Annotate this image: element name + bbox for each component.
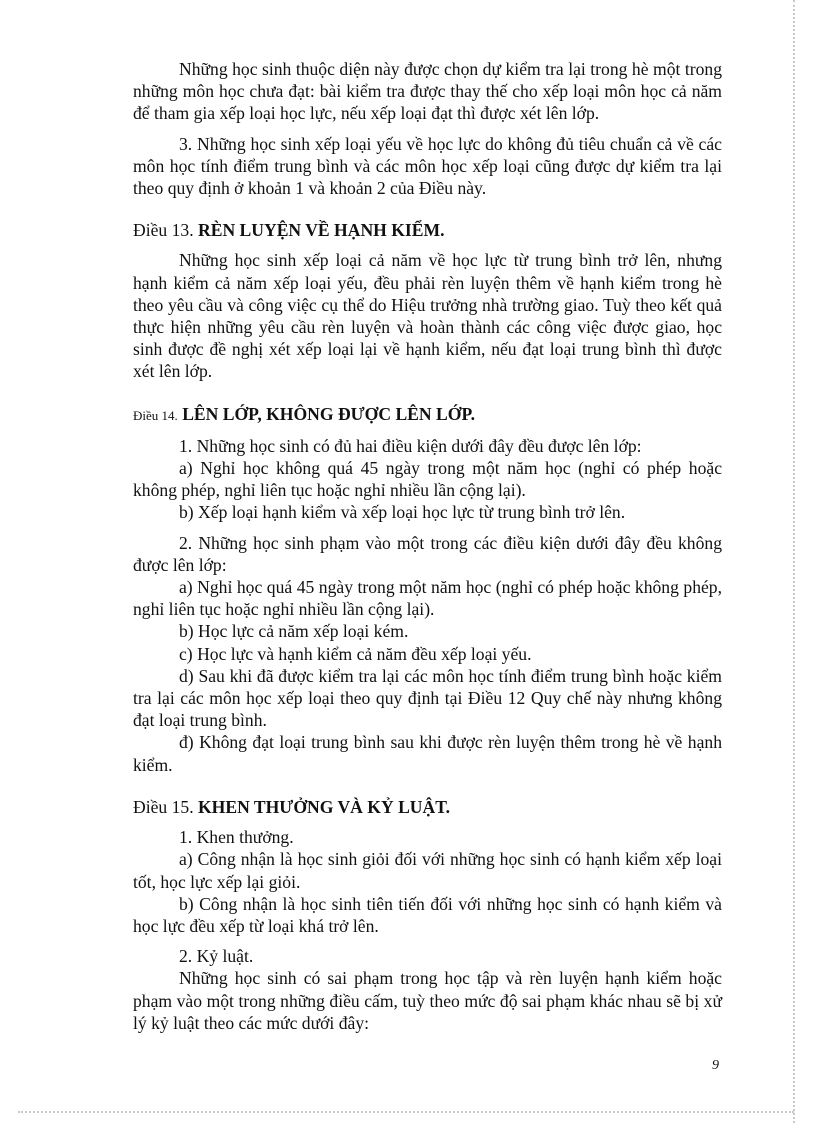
paragraph: b) Công nhận là học sinh tiên tiến đối với những học sinh có hạnh kiểm và học lực đều xếp từ loại khá trở lên. bbox=[133, 893, 722, 936]
paragraph: 2. Kỷ luật. bbox=[179, 946, 254, 967]
paragraph: a) Nghỉ học quá 45 ngày trong một năm học (nghỉ có phép hoặc không phép, nghỉ liên tục hoặc nghỉ nhiều lần cộng lại). bbox=[133, 577, 722, 620]
paragraph: 3. Những học sinh xếp loại yếu về học lực do không đủ tiêu chuẩn cả về các môn học tính điểm trung bình và các môn học xếp loại cũng được dự kiểm tra lại theo quy định ở khoản 1 và khoản 2 của Điều này. bbox=[133, 133, 722, 199]
paragraph: a) Nghỉ học không quá 45 ngày trong một năm học (nghỉ có phép hoặc không phép, nghỉ liên tục hoặc nghỉ nhiều lần cộng lại). bbox=[133, 458, 722, 501]
article-15-title: KHEN THƯỞNG VÀ KỶ LUẬT. bbox=[198, 796, 451, 817]
paragraph: d) Sau khi đã được kiểm tra lại các môn học tính điểm trung bình hoặc kiểm tra lại các môn học xếp loại theo quy định tại Điều 12 Quy chế này nhưng không đạt loại trung bình. bbox=[133, 665, 722, 731]
paragraph: 1. Những học sinh có đủ hai điều kiện dưới đây đều được lên lớp: bbox=[179, 435, 642, 456]
page-number: 9 bbox=[712, 1058, 719, 1073]
page-border-bottom bbox=[18, 1111, 794, 1113]
paragraph: Những học sinh thuộc diện này được chọn dự kiểm tra lại trong hè một trong những môn học chưa đạt: bài kiểm tra được thay thế cho xếp loại môn học cả năm để tham gia xếp loại học lực, nếu xếp loại đạt thì được xét lên lớp. bbox=[133, 59, 722, 124]
page-content bbox=[133, 58, 722, 1034]
paragraph: Những học sinh xếp loại cả năm về học lực từ trung bình trở lên, nhưng hạnh kiểm cả năm xếp loại yếu, đều phải rèn luyện thêm về hạnh kiểm trong hè theo yêu cầu và công việc cụ thể do Hiệu trưởng nhà trường giao. Tuỳ theo kết quả thực hiện những yêu cầu rèn luyện và hoàn thành các công việc được giao, học sinh được đề nghị xét xếp loại lại về hạnh kiểm, nếu đạt loại trung bình thì được xét lên lớp. bbox=[133, 250, 722, 382]
article-15-heading bbox=[133, 796, 722, 818]
paragraph: a) Công nhận là học sinh giỏi đối với những học sinh có hạnh kiểm xếp loại tốt, học lực xếp lại giỏi. bbox=[133, 849, 722, 892]
paragraph: 2. Những học sinh phạm vào một trong các điều kiện dưới đây đều không được lên lớp: bbox=[133, 532, 722, 575]
article-15-label: Điều 15. bbox=[133, 796, 194, 817]
article-14-label: Điều 14. bbox=[133, 407, 178, 423]
paragraph: Những học sinh có sai phạm trong học tập và rèn luyện hạnh kiểm hoặc phạm vào một trong những điều cấm, tuỳ theo mức độ sai phạm khác nhau sẽ bị xử lý kỷ luật theo các mức dưới đây: bbox=[133, 968, 722, 1033]
article-13-title: RÈN LUYỆN VỀ HẠNH KIỂM. bbox=[198, 220, 445, 241]
article-14-heading bbox=[133, 403, 722, 427]
article-14-title: LÊN LỚP, KHÔNG ĐƯỢC LÊN LỚP. bbox=[182, 403, 475, 424]
paragraph: b) Xếp loại hạnh kiểm và xếp loại học lực từ trung bình trở lên. bbox=[179, 502, 626, 523]
paragraph: 1. Khen thưởng. bbox=[179, 827, 294, 848]
paragraph: c) Học lực và hạnh kiểm cả năm đều xếp loại yếu. bbox=[179, 643, 532, 664]
article-13-heading bbox=[133, 219, 722, 241]
article-13-label: Điều 13. bbox=[133, 220, 194, 241]
paragraph: đ) Không đạt loại trung bình sau khi được rèn luyện thêm trong hè về hạnh kiểm. bbox=[133, 732, 722, 775]
paragraph: b) Học lực cả năm xếp loại kém. bbox=[179, 621, 409, 642]
page-border-right bbox=[793, 0, 795, 1123]
